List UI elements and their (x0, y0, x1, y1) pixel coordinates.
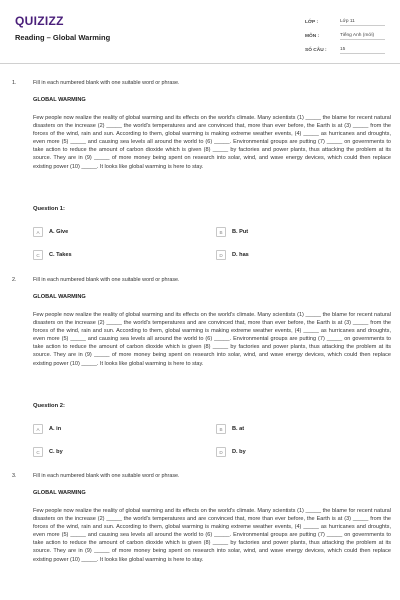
meta-value: Lớp 11 (340, 19, 385, 26)
meta-label: SỐ CÂU : (305, 47, 327, 53)
meta-row-class (305, 15, 385, 29)
option-a[interactable] (33, 227, 68, 237)
option-text: A. Give (49, 229, 69, 235)
option-d[interactable] (216, 250, 249, 260)
option-text: D. by (232, 449, 246, 455)
passage-heading: GLOBAL WARMING (33, 97, 86, 103)
question-label: Question 2: (33, 403, 65, 409)
header-divider (0, 63, 400, 64)
question-instruction: Fill in each numbered blank with one suitable word or phrase. (33, 473, 180, 479)
question-instruction: Fill in each numbered blank with one suitable word or phrase. (33, 277, 180, 283)
option-a[interactable] (33, 424, 61, 434)
question-label: Question 1: (33, 206, 65, 212)
option-d[interactable] (216, 447, 246, 457)
meta-row-subject (305, 29, 385, 43)
option-c[interactable] (33, 447, 63, 457)
passage-heading: GLOBAL WARMING (33, 490, 86, 496)
passage-text: Few people now realize the reality of global warming and its effects on the world's climate. Many scientists (1) _____ the blame for recent natural disasters on the increase (2) _____ the world's temperatures and are convinced that, more than ever before, the Earth is at (3) _____ from the forces of the wind, rain and sun. According to them, global warming is making extreme weather events, (4) _____ as hurricanes and droughts, even more (5) _____ and causing sea levels all around the world to (6) _____. Environmental groups are putting (7) _____ on governments to take action to reduce the amount of carbon dioxide which is given (8) _____ by factories and power plants, thus attacking the problem at its source. They are in (9) _____ of more money being spent on research into solar, wind, and wave energy devices, which could then replace existing power (10) _____. It looks like global warming is here to stay. (33, 115, 391, 170)
option-letter-box: A (33, 424, 43, 434)
worksheet-header (0, 0, 400, 58)
option-letter-box: B (216, 227, 226, 237)
passage-heading: GLOBAL WARMING (33, 294, 86, 300)
option-text: C. by (49, 449, 63, 455)
meta-value: Tiếng Anh (mới) (340, 33, 385, 40)
option-text: D. has (232, 252, 249, 258)
option-text: C. Takes (49, 252, 72, 258)
question-number: 3. (12, 473, 17, 479)
option-text: B. Put (232, 229, 249, 235)
question-number: 1. (12, 80, 17, 86)
option-letter-box: C (33, 250, 43, 260)
option-b[interactable] (216, 227, 248, 237)
meta-row-count (305, 43, 385, 57)
option-b[interactable] (216, 424, 244, 434)
meta-value: 15 (340, 47, 385, 54)
worksheet-meta (305, 15, 385, 57)
meta-label: MÔN : (305, 33, 320, 39)
question-number: 2. (12, 277, 17, 283)
quizizz-logo[interactable]: QUIZIZZ (15, 14, 64, 28)
option-c[interactable] (33, 250, 72, 260)
option-letter-box: A (33, 227, 43, 237)
meta-label: LỚP : (305, 19, 319, 25)
option-letter-box: B (216, 424, 226, 434)
option-text: B. at (232, 426, 245, 432)
option-text: A. in (49, 426, 62, 432)
question-instruction: Fill in each numbered blank with one suitable word or phrase. (33, 80, 180, 86)
option-letter-box: D (216, 447, 226, 457)
worksheet-title: Reading – Global Warming (15, 33, 111, 42)
passage-text: Few people now realize the reality of global warming and its effects on the world's climate. Many scientists (1) _____ the blame for recent natural disasters on the increase (2) _____ the world's temperatures and are convinced that, more than ever before, the Earth is at (3) _____ from the forces of the wind, rain and sun. According to them, global warming is making extreme weather events, (4) _____ as hurricanes and droughts, even more (5) _____ and causing sea levels all around the world to (6) _____. Environmental groups are putting (7) _____ on governments to take action to reduce the amount of carbon dioxide which is given (8) _____ by factories and power plants, thus attacking the problem at its source. They are in (9) _____ of more money being spent on research into solar, wind, and wave energy devices, which could then replace existing power (10) _____. It looks like global warming is here to stay. (33, 312, 391, 367)
option-letter-box: C (33, 447, 43, 457)
passage-text: Few people now realize the reality of global warming and its effects on the world's climate. Many scientists (1) _____ the blame for recent natural disasters on the increase (2) _____ the world's temperatures and are convinced that, more than ever before, the Earth is at (3) _____ from the forces of the wind, rain and sun. According to them, global warming is making extreme weather events, (4) _____ as hurricanes and droughts, even more (5) _____ and causing sea levels all around the world to (6) _____. Environmental groups are putting (7) _____ on governments to take action to reduce the amount of carbon dioxide which is given (8) _____ by factories and power plants, thus attacking the problem at its source. They are in (9) _____ of more money being spent on research into solar, wind, and wave energy devices, which could then replace existing power (10) _____. It looks like global warming is here to stay. (33, 508, 391, 563)
option-letter-box: D (216, 250, 226, 260)
